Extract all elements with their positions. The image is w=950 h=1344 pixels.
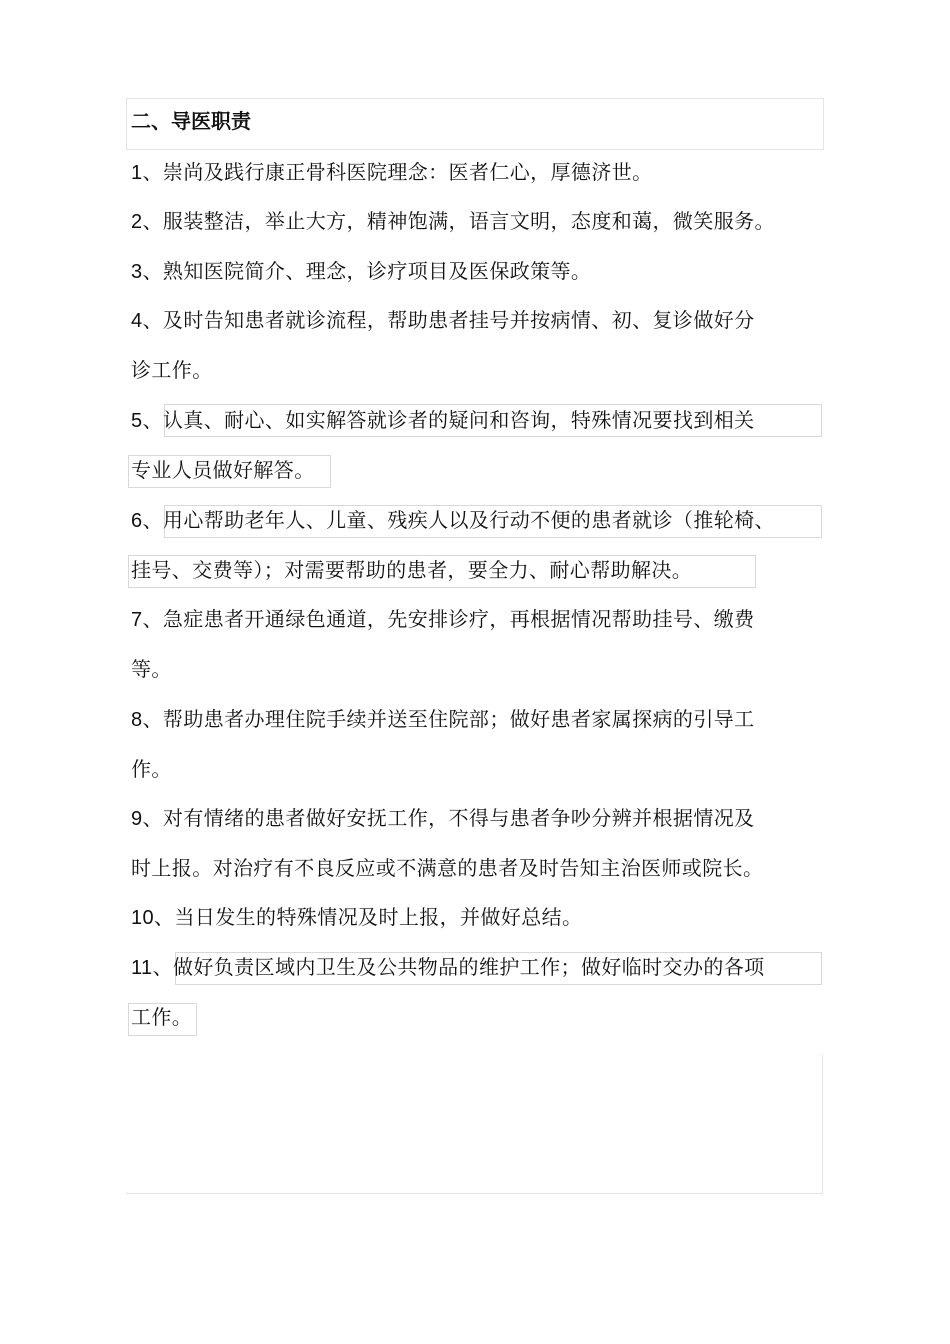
duty-item-8-continued — [131, 754, 172, 784]
duty-item-8 — [131, 704, 755, 735]
item-number: 9 — [131, 808, 143, 830]
item-text: 工作。 — [131, 1005, 193, 1029]
duty-item-5-continued — [131, 455, 315, 485]
item-text: 诊工作。 — [131, 358, 213, 382]
section-heading: 二、导医职责 — [131, 109, 251, 133]
item-number: 7 — [131, 609, 143, 631]
item-text: 、帮助患者办理住院手续并送至住院部；做好患者家属探病的引导工 — [142, 707, 755, 731]
duty-item-11 — [131, 952, 765, 983]
item-number: 3 — [131, 261, 143, 283]
duty-item-9-continued — [131, 853, 763, 883]
duty-item-6 — [131, 505, 775, 536]
item-text: 、急症患者开通绿色通道，先安排诊疗，再根据情况帮助挂号、缴费 — [142, 607, 755, 631]
item-text: 、服装整洁，举止大方，精神饱满，语言文明，态度和蔼，微笑服务。 — [142, 209, 775, 233]
item-number: 1 — [131, 162, 143, 184]
duty-item-7 — [131, 604, 755, 635]
duty-item-6-continued — [131, 555, 692, 585]
duty-item-10 — [131, 902, 582, 933]
item-text: 时上报。对治疗有不良反应或不满意的患者及时告知主治医师或院长。 — [131, 856, 764, 880]
item-text: 、崇尚及践行康正骨科医院理念：医者仁心，厚德济世。 — [142, 160, 653, 184]
duty-item-9 — [131, 803, 755, 834]
duty-item-11-continued — [131, 1002, 192, 1032]
empty-frame — [126, 1054, 823, 1194]
duty-item-5 — [131, 405, 755, 436]
item-text: 、及时告知患者就诊流程，帮助患者挂号并按病情、初、复诊做好分 — [142, 308, 755, 332]
item-number: 10 — [131, 907, 155, 929]
duty-item-7-continued — [131, 654, 172, 684]
duty-item-3 — [131, 256, 591, 287]
duty-item-4 — [131, 305, 755, 336]
duty-item-2 — [131, 206, 775, 237]
item-text: 、熟知医院简介、理念，诊疗项目及医保政策等。 — [142, 259, 592, 283]
item-text: 、当日发生的特殊情况及时上报，并做好总结。 — [154, 905, 583, 929]
item-text: 等。 — [131, 657, 172, 681]
item-text: 挂号、交费等）；对需要帮助的患者，要全力、耐心帮助解决。 — [131, 558, 693, 582]
duty-item-4-continued — [131, 355, 213, 385]
item-number: 2 — [131, 211, 143, 233]
item-number: 5 — [131, 410, 143, 432]
item-text: 、做好负责区域内卫生及公共物品的维护工作；做好临时交办的各项 — [152, 955, 765, 979]
item-text: 、对有情绪的患者做好安抚工作，不得与患者争吵分辨并根据情况及 — [142, 806, 755, 830]
item-text: 专业人员做好解答。 — [131, 458, 315, 482]
item-text: 作。 — [131, 757, 172, 781]
item-number: 4 — [131, 310, 143, 332]
item-text: 、认真、耐心、如实解答就诊者的疑问和咨询，特殊情况要找到相关 — [142, 408, 755, 432]
duty-item-1 — [131, 157, 653, 188]
item-number: 8 — [131, 709, 143, 731]
item-number: 11 — [131, 957, 153, 979]
item-text: 、用心帮助老年人、儿童、残疾人以及行动不便的患者就诊（推轮椅、 — [142, 508, 775, 532]
item-number: 6 — [131, 510, 143, 532]
